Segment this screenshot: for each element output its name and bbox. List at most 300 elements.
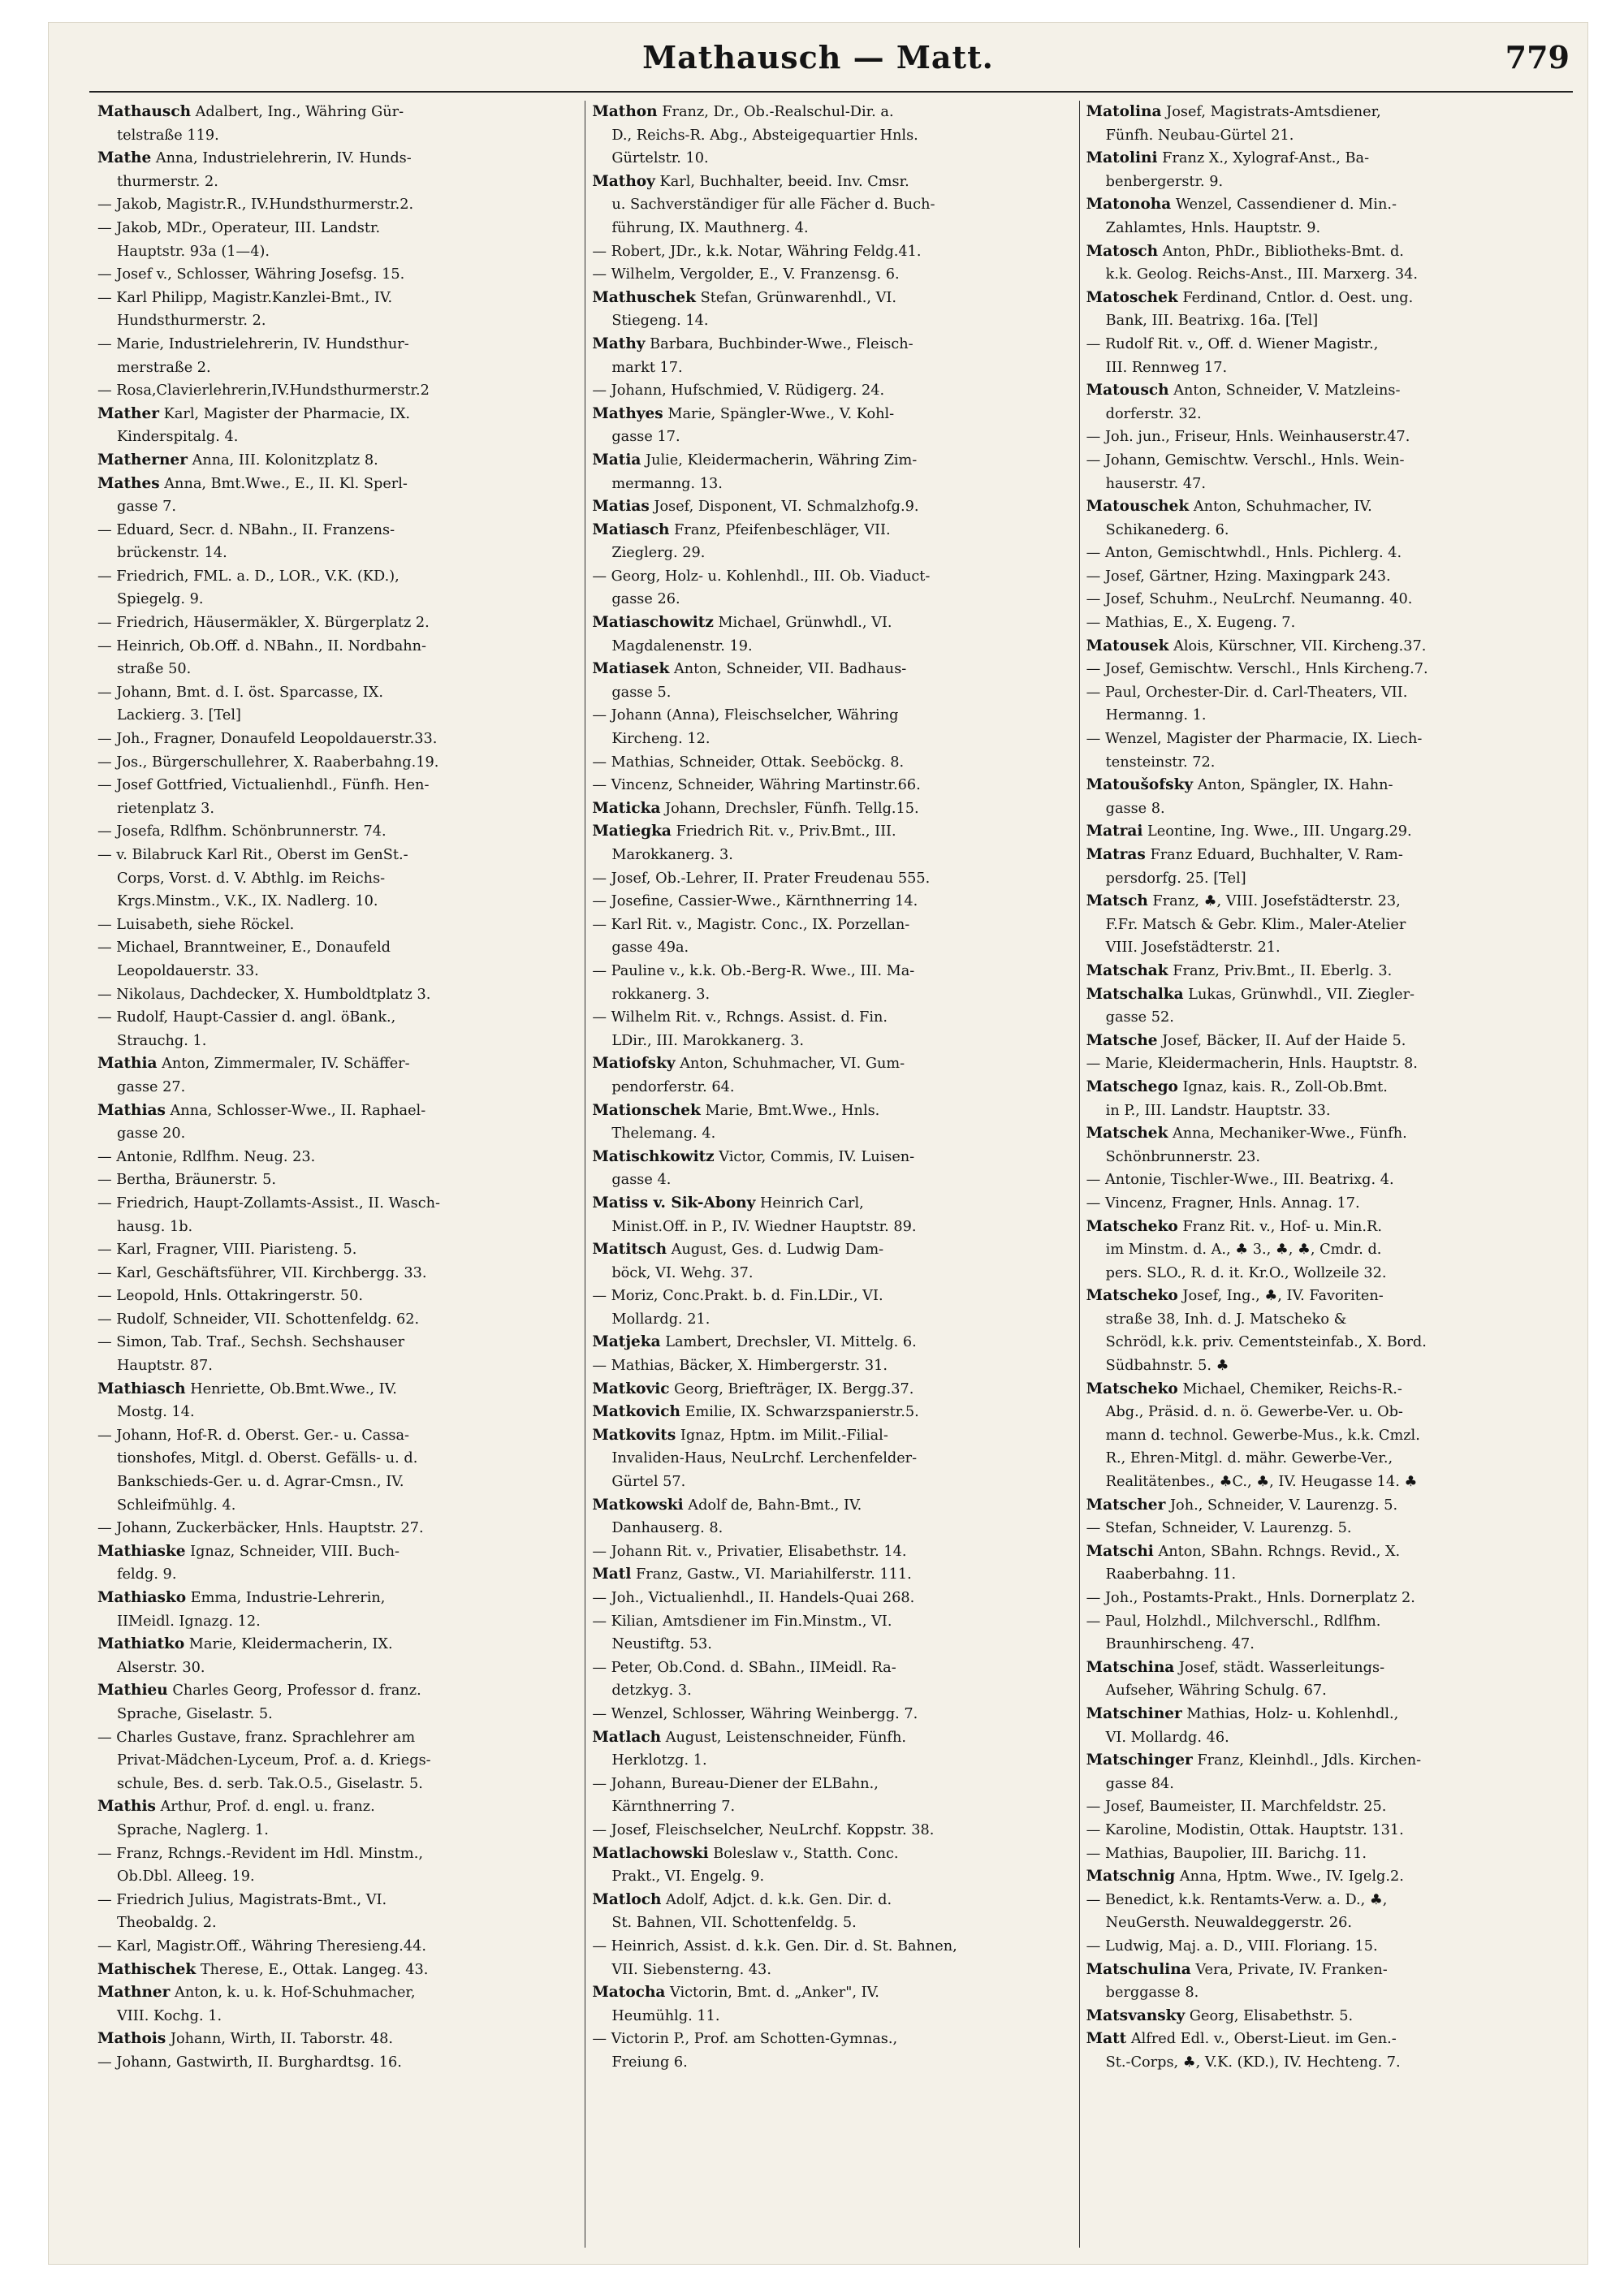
- entry-details: — Wenzel, Magister der Pharmacie, IX. Liech- tensteinstr. 72.: [1086, 731, 1423, 771]
- directory-entry: [97, 473, 578, 519]
- directory-entry: [1086, 1657, 1566, 1703]
- entry-details: Josef, städt. Wasserleitungs- Aufseher, Währing Schulg. 67.: [1105, 1659, 1385, 1700]
- directory-entry: [97, 1168, 578, 1192]
- entry-details: — Leopold, Hnls. Ottakringerstr. 50.: [97, 1288, 363, 1305]
- directory-entry: [592, 914, 1072, 960]
- directory-entry: [97, 1285, 578, 1308]
- entry-details: — Friedrich Julius, Magistrats-Bmt., VI. Theobaldg. 2.: [97, 1891, 387, 1932]
- directory-entry: [592, 820, 1072, 866]
- entry-details: Anton, PhDr., Bibliotheks-Bmt. d. k.k. Geolog. Reichs-Anst., III. Marxerg. 34.: [1105, 243, 1418, 283]
- directory-entry: [1086, 1285, 1566, 1377]
- directory-entry: [97, 1633, 578, 1679]
- entry-details: — Nikolaus, Dachdecker, X. Humboldtplatz 3.: [97, 986, 431, 1003]
- surname: Matiofsky: [592, 1055, 676, 1073]
- entry-details: — Moriz, Conc.Prakt. b. d. Fin.LDir., VI. Mollardg. 21.: [592, 1288, 883, 1328]
- directory-entry: [1086, 1865, 1566, 1889]
- directory-entry: [97, 681, 578, 728]
- entry-details: Anna, Bmt.Wwe., E., II. Kl. Sperl- gasse 7.: [117, 475, 408, 516]
- entry-details: — Josef v., Schlosser, Währing Josefsg. 15.: [97, 266, 405, 283]
- entry-details: Heinrich Carl, Minist.Off. in P., IV. Wiedner Hauptstr. 89.: [611, 1194, 917, 1235]
- directory-entry: [592, 1819, 1072, 1842]
- directory-entry: [97, 635, 578, 681]
- surname: Matolina: [1086, 103, 1162, 120]
- entry-details: — Karoline, Modistin, Ottak. Hauptstr. 131.: [1086, 1821, 1404, 1838]
- entry-details: Arthur, Prof. d. engl. u. franz. Sprache, Naglerg. 1.: [117, 1799, 375, 1838]
- surname: Matrai: [1086, 823, 1143, 840]
- surname: Matocha: [592, 1984, 666, 2002]
- entry-details: Stefan, Grünwarenhdl., VI. Stiegeng. 14.: [611, 289, 896, 330]
- directory-entry: [592, 403, 1072, 449]
- entry-details: — Rosa,Clavierlehrerin,IV.Hundsthurmerstr.2: [97, 382, 430, 400]
- directory-entry: [592, 658, 1072, 704]
- directory-entry: [97, 101, 578, 147]
- entry-details: — Marie, Industrielehrerin, IV. Hundsthur- merstraße 2.: [97, 335, 409, 376]
- surname: Matonoha: [1086, 196, 1172, 214]
- header-rule: [89, 91, 1573, 93]
- directory-entry: [97, 1262, 578, 1285]
- entry-details: — Rudolf, Haupt-Cassier d. angl. öBank., Strauchg. 1.: [97, 1009, 396, 1049]
- entry-details: — Friedrich, FML. a. D., LOR., V.K. (KD.), Spiegelg. 9.: [97, 568, 400, 608]
- entry-details: — Josef, Fleischselcher, NeuLrchf. Koppstr. 38.: [592, 1821, 935, 1838]
- entry-details: — Heinrich, Assist. d. k.k. Gen. Dir. d. St. Bahnen, VII. Siebensterng. 43.: [592, 1937, 957, 1978]
- entry-details: Franz, Kleinhdl., Jdls. Kirchen- gasse 84.: [1105, 1752, 1422, 1792]
- surname: Matischkowitz: [592, 1147, 715, 1165]
- page-number: 779: [1505, 39, 1570, 76]
- surname: Mathe: [97, 149, 152, 167]
- entry-details: — Robert, JDr., k.k. Notar, Währing Feldg.41.: [592, 243, 922, 260]
- entry-details: Michael, Grünwhdl., VI. Magdalenenstr. 19.: [611, 615, 892, 654]
- directory-entry: [592, 495, 1072, 519]
- surname: Mathner: [97, 1984, 171, 2002]
- entry-details: Anton, Schneider, V. Matzleins- dorferstr. 32.: [1105, 382, 1401, 422]
- directory-entry: [1086, 1819, 1566, 1842]
- surname: Mathyes: [592, 404, 663, 422]
- entry-details: Marie, Bmt.Wwe., Hnls. Thelemang. 4.: [611, 1102, 880, 1142]
- directory-entry: [97, 914, 578, 937]
- entry-details: Anton, k. u. k. Hof-Schuhmacher, VIII. Kochg. 1.: [117, 1985, 416, 2024]
- entry-details: — Josef, Baumeister, II. Marchfeldstr. 25.: [1086, 1799, 1387, 1816]
- directory-entry: [1086, 1122, 1566, 1168]
- directory-entry: [592, 287, 1072, 333]
- directory-entry: [1086, 147, 1566, 193]
- directory-entry: [1086, 1703, 1566, 1749]
- entry-details: Anton, Zimmermaler, IV. Schäffer- gasse 27.: [117, 1056, 410, 1095]
- column-2: [585, 101, 1078, 2248]
- page-header: [49, 39, 1587, 88]
- entry-details: Anna, Mechaniker-Wwe., Fünfh. Schönbrunnerstr. 23.: [1105, 1125, 1407, 1165]
- entry-details: Barbara, Buchbinder-Wwe., Fleisch- markt 17.: [611, 335, 914, 376]
- directory-entry: [592, 611, 1072, 658]
- directory-entry: [1086, 333, 1566, 379]
- directory-entry: [97, 1006, 578, 1052]
- directory-entry: [1086, 774, 1566, 820]
- directory-entry: [1086, 1610, 1566, 1657]
- entry-details: Franz X., Xylograf-Anst., Ba- benbergerstr. 9.: [1105, 150, 1370, 190]
- surname: Matiegka: [592, 823, 672, 840]
- directory-entry: [1086, 193, 1566, 240]
- surname: Matiasek: [592, 660, 670, 678]
- directory-entry: [97, 1146, 578, 1169]
- directory-entry: [592, 333, 1072, 379]
- entry-details: — Jos., Bürgerschullehrer, X. Raaberbahng.19.: [97, 754, 439, 771]
- surname: Matiasch: [592, 520, 670, 538]
- entry-details: — Karl Rit. v., Magistr. Conc., IX. Porzellan- gasse 49a.: [592, 916, 910, 957]
- directory-entry: [592, 890, 1072, 914]
- directory-entry: [97, 1981, 578, 2028]
- directory-entry: [592, 171, 1072, 240]
- entry-details: — Karl Philipp, Magistr.Kanzlei-Bmt., IV. Hundsthurmerstr. 2.: [97, 289, 393, 330]
- directory-entry: [97, 936, 578, 983]
- directory-entry: [592, 1424, 1072, 1494]
- surname: Matschina: [1086, 1658, 1175, 1676]
- surname: Mathiatko: [97, 1635, 185, 1653]
- directory-entry: [1086, 1935, 1566, 1959]
- directory-entry: [1086, 1795, 1566, 1819]
- entry-details: Adalbert, Ing., Währing Gür- telstraße 119.: [117, 104, 404, 144]
- entry-details: — Jakob, Magistr.R., IV.Hundsthurmerstr.2.: [97, 197, 414, 214]
- entry-details: — Joh., Victualienhdl., II. Handels-Quai 268.: [592, 1590, 915, 1606]
- entry-details: — Antonie, Rdlfhm. Neug. 23.: [97, 1148, 316, 1165]
- surname: Matschnig: [1086, 1868, 1176, 1885]
- entry-details: — Wilhelm, Vergolder, E., V. Franzensg. 6.: [592, 266, 900, 283]
- entry-details: — Kilian, Amtsdiener im Fin.Minstm., VI. Neustiftg. 53.: [592, 1613, 892, 1653]
- surname: Mathon: [592, 103, 658, 120]
- directory-entry: [97, 774, 578, 820]
- directory-entry: [1086, 890, 1566, 960]
- surname: Matschek: [1086, 1125, 1168, 1142]
- directory-entry: [97, 2051, 578, 2075]
- surname: Matlach: [592, 1728, 662, 1746]
- surname: Mathiasch: [97, 1380, 186, 1397]
- surname: Matschi: [1086, 1542, 1154, 1560]
- directory-entry: [1086, 611, 1566, 635]
- directory-entry: [592, 1540, 1072, 1564]
- directory-entry: [1086, 960, 1566, 983]
- directory-entry: [592, 1703, 1072, 1726]
- surname: Matsvansky: [1086, 2006, 1186, 2024]
- entry-details: — Joh. jun., Friseur, Hnls. Weinhauserstr.47.: [1086, 429, 1410, 446]
- directory-entry: [97, 147, 578, 193]
- entry-details: — Peter, Ob.Cond. d. SBahn., IIMeidl. Ra- detzkyg. 3.: [592, 1659, 896, 1700]
- entry-details: — Karl, Fragner, VIII. Piaristeng. 5.: [97, 1242, 357, 1259]
- entry-details: — Luisabeth, siehe Röckel.: [97, 916, 295, 933]
- surname: Mathis: [97, 1798, 156, 1816]
- entry-details: — Friedrich, Haupt-Zollamts-Assist., II. Wasch- hausg. 1b.: [97, 1194, 441, 1235]
- directory-entry: [97, 1378, 578, 1424]
- entry-details: Anton, Spängler, IX. Hahn- gasse 8.: [1105, 777, 1393, 817]
- directory-entry: [592, 1354, 1072, 1378]
- directory-entry: [1086, 495, 1566, 542]
- entry-details: Ignaz, Schneider, VIII. Buch- feldg. 9.: [117, 1543, 400, 1583]
- directory-entry: [97, 611, 578, 635]
- entry-details: Anna, Hptm. Wwe., IV. Igelg.2.: [1175, 1868, 1404, 1885]
- entry-details: Marie, Spängler-Wwe., V. Kohl- gasse 17.: [611, 405, 895, 446]
- surname: Matitsch: [592, 1241, 667, 1259]
- entry-details: — Josefine, Cassier-Wwe., Kärnthnerring 14.: [592, 893, 918, 910]
- entry-details: — Johann, Bmt. d. I. öst. Sparcasse, IX. Lackierg. 3. [Tel]: [97, 684, 383, 724]
- directory-entry: [592, 1238, 1072, 1285]
- entry-details: — Wilhelm Rit. v., Rchngs. Assist. d. Fin. LDir., III. Marokkanerg. 3.: [592, 1009, 888, 1049]
- entry-details: Adolf de, Bahn-Bmt., IV. Danhauserg. 8.: [611, 1497, 862, 1537]
- directory-entry: [1086, 425, 1566, 449]
- directory-entry: [592, 263, 1072, 287]
- surname: Mathias: [97, 1101, 166, 1119]
- entry-details: Georg, Briefträger, IX. Bergg.37.: [669, 1380, 914, 1397]
- entry-details: — Victorin P., Prof. am Schotten-Gymnas., Freiung 6.: [592, 2031, 898, 2071]
- directory-entry: [592, 1773, 1072, 1819]
- directory-entry: [97, 565, 578, 611]
- entry-details: Anna, Schlosser-Wwe., II. Raphael- gasse 20.: [117, 1102, 426, 1142]
- entry-details: — Charles Gustave, franz. Sprachlehrer am Privat-Mädchen-Lyceum, Prof. a. d. Kriegs- schule, Bes. d. serb. Tak.O.5., Giselastr. 5.: [97, 1729, 431, 1792]
- surname: Matloch: [592, 1890, 662, 1908]
- directory-entry: [592, 519, 1072, 565]
- surname: Matras: [1086, 846, 1146, 863]
- directory-entry: [97, 1726, 578, 1796]
- directory-entry: [1086, 379, 1566, 425]
- entry-details: — Benedict, k.k. Rentamts-Verw. a. D., ♣, NeuGersth. Neuwaldeggerstr. 26.: [1086, 1891, 1388, 1932]
- directory-entry: [1086, 287, 1566, 333]
- entry-details: Adolf, Adjct. d. k.k. Gen. Dir. d. St. Bahnen, VII. Schottenfeldg. 5.: [611, 1891, 892, 1932]
- directory-entry: [592, 449, 1072, 495]
- entry-details: — Johann, Bureau-Diener der ELBahn., Kärnthnerring 7.: [592, 1775, 879, 1816]
- surname: Matschak: [1086, 961, 1168, 979]
- entry-details: Franz, Gastw., VI. Mariahilferstr. 111.: [631, 1566, 912, 1583]
- surname: Matia: [592, 451, 641, 469]
- entry-details: Franz Eduard, Buchhalter, V. Ram- persdorfg. 25. [Tel]: [1105, 847, 1403, 887]
- surname: Mationschek: [592, 1101, 701, 1119]
- entry-details: Alois, Kürschner, VII. Kircheng.37.: [1168, 637, 1427, 654]
- entry-details: — Johann, Zuckerbäcker, Hnls. Hauptstr. 27.: [97, 1520, 424, 1537]
- entry-details: Boleslaw v., Statth. Conc. Prakt., VI. Engelg. 9.: [611, 1845, 899, 1885]
- entry-details: — Stefan, Schneider, V. Laurenzg. 5.: [1086, 1520, 1352, 1537]
- entry-details: — Antonie, Tischler-Wwe., III. Beatrixg. 4.: [1086, 1172, 1394, 1189]
- entry-details: — Johann, Gastwirth, II. Burghardtsg. 16.: [97, 2054, 402, 2071]
- entry-details: — Ludwig, Maj. a. D., VIII. Floriang. 15.: [1086, 1937, 1378, 1955]
- entry-details: Franz, Priv.Bmt., II. Eberlg. 3.: [1168, 962, 1393, 979]
- directory-entry: [592, 2028, 1072, 2074]
- directory-entry: [1086, 983, 1566, 1030]
- directory-entry: [592, 1935, 1072, 1981]
- entry-details: Victor, Commis, IV. Luisen- gasse 4.: [611, 1148, 915, 1189]
- entry-details: Anton, Schuhmacher, IV. Schikanederg. 6.: [1105, 499, 1372, 538]
- surname: Matiss v. Sik-Abony: [592, 1194, 756, 1212]
- surname: Matousch: [1086, 382, 1169, 400]
- surname: Mathausch: [97, 103, 192, 120]
- directory-entry: [592, 565, 1072, 611]
- directory-entry: [97, 1842, 578, 1889]
- directory-entry: [97, 1540, 578, 1587]
- directory-entry: [592, 1401, 1072, 1424]
- entry-details: Karl, Magister der Pharmacie, IX. Kinderspitalg. 4.: [117, 405, 411, 446]
- entry-details: — Georg, Holz- u. Kohlenhdl., III. Ob. Viaduct- gasse 26.: [592, 568, 931, 608]
- surname: Matschulina: [1086, 1960, 1191, 1978]
- directory-entry: [1086, 1192, 1566, 1216]
- directory-entry: [592, 751, 1072, 775]
- directory-entry: [97, 1099, 578, 1146]
- entry-details: Alfred Edl. v., Oberst-Lieut. im Gen.- St.-Corps, ♣, V.K. (KD.), IV. Hechteng. 7.: [1105, 2031, 1401, 2071]
- surname: Matias: [592, 498, 650, 516]
- directory-entry: [1086, 728, 1566, 774]
- directory-entry: [97, 1308, 578, 1332]
- column-3: [1079, 101, 1573, 2248]
- directory-entry: [1086, 1959, 1566, 2005]
- directory-entry: [592, 1006, 1072, 1052]
- entry-details: — Paul, Orchester-Dir. d. Carl-Theaters, VII. Hermanng. 1.: [1086, 684, 1408, 724]
- surname: Mathiaske: [97, 1542, 186, 1560]
- entry-details: — Johann, Hufschmied, V. Rüdigerg. 24.: [592, 382, 885, 400]
- directory-entry: [97, 287, 578, 333]
- entry-details: — Jakob, MDr., Operateur, III. Landstr. Hauptstr. 93a (1—4).: [97, 219, 381, 260]
- entry-details: Marie, Kleidermacherin, IX. Alserstr. 30.: [117, 1636, 393, 1676]
- entry-details: Franz, Dr., Ob.-Realschul-Dir. a. D., Reichs-R. Abg., Absteigequartier Hnls. Gürtelstr. 10.: [611, 104, 918, 167]
- entry-details: Ignaz, kais. R., Zoll-Ob.Bmt. in P., III. Landstr. Hauptstr. 33.: [1105, 1078, 1388, 1119]
- directory-entry: [592, 240, 1072, 264]
- directory-entry: [592, 1146, 1072, 1192]
- directory-entry: [592, 1285, 1072, 1331]
- entry-details: — Mathias, Bäcker, X. Himbergerstr. 31.: [592, 1358, 888, 1375]
- surname: Mathy: [592, 335, 646, 352]
- directory-entry: [97, 403, 578, 449]
- entry-details: Vera, Private, IV. Franken- berggasse 8.: [1105, 1961, 1388, 2002]
- entry-details: Ferdinand, Cntlor. d. Oest. ung. Bank, III. Beatrixg. 16a. [Tel]: [1105, 289, 1414, 330]
- directory-entry: [592, 1378, 1072, 1402]
- entry-details: — Josef, Gemischtw. Verschl., Hnls Kircheng.7.: [1086, 661, 1428, 678]
- entry-details: — Rudolf Rit. v., Off. d. Wiener Magistr., III. Rennweg 17.: [1086, 335, 1379, 376]
- directory-entry: [97, 263, 578, 287]
- directory-entry: [1086, 101, 1566, 147]
- directory-entry: [592, 1192, 1072, 1238]
- entry-details: — Josef Gottfried, Victualienhdl., Fünfh. Hen- rietenplatz 3.: [97, 777, 430, 817]
- entry-details: — Johann (Anna), Fleischselcher, Währing Kircheng. 12.: [592, 707, 899, 748]
- entry-details: — Josef, Ob.-Lehrer, II. Prater Freudenau 555.: [592, 870, 931, 887]
- directory-entry: [592, 1726, 1072, 1773]
- directory-entry: [1086, 542, 1566, 565]
- surname: Matoschek: [1086, 288, 1178, 306]
- directory-entry: [592, 1099, 1072, 1146]
- surname: Matkowski: [592, 1496, 684, 1514]
- entry-details: Lukas, Grünwhdl., VII. Ziegler- gasse 52.: [1105, 986, 1415, 1026]
- directory-entry: [97, 2028, 578, 2051]
- entry-details: — Johann, Hof-R. d. Oberst. Ger.- u. Cassa- tionshofes, Mitgl. d. Oberst. Gefälls- u. d. Bankschieds-Ger. u. d. Agrar-Cmsn., IV. Schleifmühlg. 4.: [97, 1427, 418, 1514]
- entry-details: Joh., Schneider, V. Laurenzg. 5.: [1165, 1497, 1398, 1514]
- entry-details: Wenzel, Cassendiener d. Min.- Zahlamtes, Hnls. Hauptstr. 9.: [1105, 197, 1397, 236]
- surname: Matl: [592, 1566, 632, 1583]
- entry-details: — Pauline v., k.k. Ob.-Berg-R. Wwe., III. Ma- rokkanerg. 3.: [592, 962, 915, 1003]
- surname: Matouschek: [1086, 498, 1190, 516]
- directory-entry: [97, 1795, 578, 1842]
- surname: Matolini: [1086, 149, 1158, 167]
- directory-entry: [592, 1981, 1072, 2028]
- entry-details: — Simon, Tab. Traf., Sechsh. Sechshauser Hauptstr. 87.: [97, 1334, 405, 1375]
- entry-details: — Michael, Branntweiner, E., Donaufeld Leopoldauerstr. 33.: [97, 939, 391, 979]
- directory-entry: [97, 1935, 578, 1959]
- directory-entry: [592, 379, 1072, 403]
- entry-details: — Josef, Schuhm., NeuLrchf. Neumanng. 40.: [1086, 591, 1413, 608]
- entry-details: Anton, Schuhmacher, VI. Gum- pendorferstr. 64.: [611, 1056, 905, 1095]
- directory-entry: [1086, 1378, 1566, 1494]
- surname: Mather: [97, 404, 159, 422]
- directory-entry: [592, 1842, 1072, 1889]
- surname: Matkovic: [592, 1380, 670, 1397]
- entry-details: Anna, Industrielehrerin, IV. Hunds- thurmerstr. 2.: [117, 150, 412, 190]
- directory-entry: [97, 1331, 578, 1377]
- entry-details: August, Leistenschneider, Fünfh. Herklotzg. 1.: [611, 1729, 906, 1769]
- directory-entry: [1086, 1517, 1566, 1540]
- directory-entry: [97, 193, 578, 217]
- entry-details: Anton, SBahn. Rchngs. Revid., X. Raaberbahng. 11.: [1105, 1543, 1401, 1583]
- entry-details: Emma, Industrie-Lehrerin, IIMeidl. Ignazg. 12.: [117, 1590, 386, 1630]
- entry-details: — Josef, Gärtner, Hzing. Maxingpark 243.: [1086, 568, 1391, 585]
- directory-entry: [592, 1052, 1072, 1099]
- entry-details: Josef, Bäcker, II. Auf der Haide 5.: [1157, 1032, 1406, 1049]
- directory-entry: [1086, 1587, 1566, 1610]
- surname: Mathuschek: [592, 288, 696, 306]
- directory-entry: [97, 1679, 578, 1726]
- entry-details: Anton, Schneider, VII. Badhaus- gasse 5.: [611, 661, 907, 701]
- directory-entry: [592, 1587, 1072, 1610]
- entry-details: August, Ges. d. Ludwig Dam- böck, VI. Wehg. 37.: [611, 1242, 884, 1281]
- column-1: [91, 101, 585, 2248]
- directory-entry: [97, 449, 578, 473]
- directory-entry: [592, 1889, 1072, 1935]
- surname: Matherner: [97, 451, 188, 469]
- surname: Matscher: [1086, 1496, 1166, 1514]
- directory-entry: [1086, 1540, 1566, 1587]
- entry-details: Ignaz, Hptm. im Milit.-Filial- Invaliden-Haus, NeuLrchf. Lerchenfelder- Gürtel 57.: [611, 1427, 918, 1491]
- directory-entry: [1086, 1168, 1566, 1192]
- entry-details: — Johann, Gemischtw. Verschl., Hnls. Wein- hauserstr. 47.: [1086, 451, 1405, 492]
- surname: Matschego: [1086, 1078, 1178, 1095]
- entry-details: — Joh., Fragner, Donaufeld Leopoldauerstr.33.: [97, 731, 438, 748]
- directory-entry: [97, 844, 578, 914]
- running-title: Mathausch — Matt.: [642, 39, 994, 76]
- entry-details: Anna, III. Kolonitzplatz 8.: [187, 451, 378, 469]
- directory-entry: [592, 1563, 1072, 1587]
- surname: Matschinger: [1086, 1752, 1193, 1769]
- entry-details: — Josefa, Rdlfhm. Schönbrunnerstr. 74.: [97, 823, 387, 840]
- directory-entry: [97, 1959, 578, 1982]
- surname: Mathischek: [97, 1960, 197, 1978]
- entry-details: Victorin, Bmt. d. „Anker", IV. Heumühlg. 11.: [611, 1985, 879, 2024]
- directory-entry: [97, 1889, 578, 1935]
- directory-entry: [1086, 1076, 1566, 1122]
- directory-entry: [592, 101, 1072, 171]
- surname: Matjeka: [592, 1333, 661, 1351]
- directory-entry: [592, 960, 1072, 1006]
- entry-details: Charles Georg, Professor d. franz. Sprache, Giselastr. 5.: [117, 1682, 421, 1722]
- entry-details: — Paul, Holzhdl., Milchverschl., Rdlfhm. Braunhirscheng. 47.: [1086, 1613, 1381, 1653]
- entry-details: Franz, Pfeifenbeschläger, VII. Zieglerg. 29.: [611, 521, 891, 562]
- entry-details: — Vincenz, Schneider, Währing Martinstr.66.: [592, 777, 921, 794]
- directory-entry: [592, 867, 1072, 891]
- surname: Mathoy: [592, 172, 655, 190]
- entry-details: Julie, Kleidermacherin, Währing Zim- mermanng. 13.: [611, 451, 918, 492]
- directory-entry: [97, 1238, 578, 1262]
- directory-entry: [1086, 2005, 1566, 2028]
- entry-details: Johann, Drechsler, Fünfh. Tellg.15.: [660, 800, 919, 817]
- surname: Matschalka: [1086, 985, 1184, 1003]
- entry-details: Karl, Buchhalter, beeid. Inv. Cmsr. u. Sachverständiger für alle Fächer d. Buch- führung, IX. Mauthnerg. 4.: [611, 173, 935, 236]
- directory-entry: [1086, 565, 1566, 589]
- entry-details: — Vincenz, Fragner, Hnls. Annag. 17.: [1086, 1194, 1360, 1212]
- entry-details: Lambert, Drechsler, VI. Mittelg. 6.: [660, 1334, 917, 1351]
- directory-entry: [97, 217, 578, 263]
- directory-entry: [97, 1587, 578, 1633]
- directory-entry: [97, 519, 578, 565]
- surname: Matkovich: [592, 1403, 680, 1421]
- entry-details: — Eduard, Secr. d. NBahn., II. Franzens- brückenstr. 14.: [97, 521, 395, 562]
- surname: Matschiner: [1086, 1704, 1182, 1722]
